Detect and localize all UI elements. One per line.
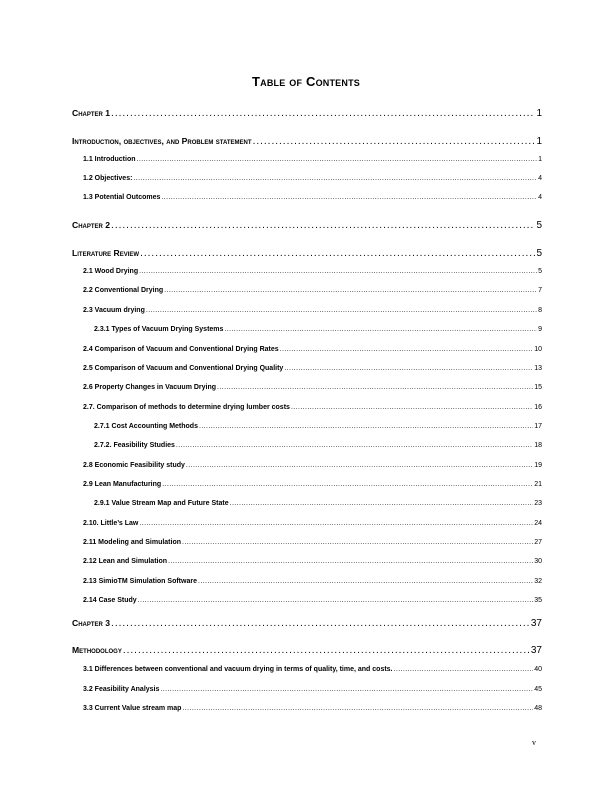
toc-entry-label: 2.14 Case Study — [83, 597, 137, 604]
toc-entry-page: 5 — [538, 268, 542, 275]
toc-entry-label: 1.2 Objectives: — [83, 175, 133, 182]
toc-entry-label: 3.2 Feasibility Analysis — [83, 686, 160, 693]
toc-entry-page: 5 — [536, 248, 542, 259]
toc-entry-2-4[interactable] — [83, 346, 542, 353]
toc-entry-2-7-2[interactable] — [94, 442, 542, 449]
toc-entry-page: 1 — [538, 156, 542, 163]
toc-entry-chapter-2[interactable] — [72, 220, 542, 231]
dot-leader — [133, 175, 537, 182]
toc-entry-label: 2.8 Economic Feasibility study — [83, 462, 185, 469]
toc-entry-2-3-1[interactable] — [94, 326, 542, 333]
toc-entry-page: 13 — [534, 365, 542, 372]
toc-entry-2-6[interactable] — [83, 384, 542, 391]
toc-entry-page: 7 — [538, 287, 542, 294]
toc-entry-page: 16 — [534, 404, 542, 411]
toc-entry-page: 1 — [536, 108, 542, 119]
toc-entry-chapter-1[interactable] — [72, 108, 542, 119]
toc-entry-page: 4 — [538, 175, 542, 182]
toc-entry-label: 2.7.2. Feasibility Studies — [94, 442, 175, 449]
dot-leader — [139, 520, 533, 527]
toc-entry-methodology[interactable] — [72, 645, 542, 656]
toc-entry-label: Chapter 1 — [72, 108, 111, 118]
toc-entry-label: 2.1 Wood Drying — [83, 268, 139, 275]
toc-entry-page: 5 — [536, 220, 542, 231]
toc-entry-introduction-objectives[interactable] — [72, 136, 542, 147]
toc-entry-label: 2.6 Property Changes in Vacuum Drying — [83, 384, 217, 391]
dot-leader — [280, 346, 534, 353]
toc-entry-label: 1.3 Potential Outcomes — [83, 194, 161, 201]
dot-leader — [111, 220, 535, 231]
toc-entry-page: 32 — [534, 578, 542, 585]
toc-entry-page: 37 — [530, 645, 542, 656]
toc-entry-page: 35 — [534, 597, 542, 604]
dot-leader — [138, 597, 534, 604]
toc-entry-label: Methodology — [72, 645, 122, 655]
toc-entry-label: Chapter 3 — [72, 618, 111, 628]
toc-entry-page: 48 — [534, 705, 542, 712]
toc-entry-2-2[interactable] — [83, 287, 542, 294]
toc-entry-page: 4 — [538, 194, 542, 201]
dot-leader — [161, 194, 537, 201]
toc-entry-label: 3.1 Differences between conventional and vacuum drying in terms of quality, time, and costs. — [83, 666, 393, 673]
toc-entry-page: 19 — [534, 462, 542, 469]
toc-entry-page: 30 — [534, 558, 542, 565]
toc-entry-label: 2.12 Lean and Simulation — [83, 558, 168, 565]
toc-entry-label: 2.3.1 Types of Vacuum Drying Systems — [94, 326, 224, 333]
dot-leader — [217, 384, 533, 391]
toc-entry-2-7-1[interactable] — [94, 423, 542, 430]
toc-entry-2-12[interactable] — [83, 558, 542, 565]
toc-entry-2-10[interactable] — [83, 520, 542, 527]
dot-leader — [182, 705, 533, 712]
toc-entry-3-2[interactable] — [83, 686, 542, 693]
toc-entry-label: 2.3 Vacuum drying — [83, 307, 145, 314]
toc-entry-page: 27 — [534, 539, 542, 546]
toc-entry-2-13[interactable] — [83, 578, 542, 585]
dot-leader — [291, 404, 533, 411]
toc-entry-page: 8 — [538, 307, 542, 314]
dot-leader — [224, 326, 537, 333]
dot-leader — [284, 365, 533, 372]
dot-leader — [186, 462, 533, 469]
dot-leader — [139, 268, 537, 275]
toc-entry-label: Introduction, objectives, and Problem statement — [72, 136, 252, 146]
toc-entry-2-3[interactable] — [83, 307, 542, 314]
dot-leader — [176, 442, 533, 449]
toc-entry-label: 2.5 Comparison of Vacuum and Conventional Drying Quality — [83, 365, 284, 372]
toc-entry-label: Chapter 2 — [72, 220, 111, 230]
toc-entry-label: 2.13 SimioTM Simulation Software — [83, 578, 197, 585]
toc-entry-2-5[interactable] — [83, 365, 542, 372]
toc-entry-label: 2.4 Comparison of Vacuum and Conventional Drying Rates — [83, 346, 279, 353]
dot-leader — [164, 287, 537, 294]
dot-leader — [111, 618, 530, 629]
toc-entry-label: 2.7.1 Cost Accounting Methods — [94, 423, 198, 430]
toc-entry-2-9-1[interactable] — [94, 500, 542, 507]
toc-entry-2-1[interactable] — [83, 268, 542, 275]
toc-entry-page: 37 — [530, 618, 542, 629]
toc-entry-page: 9 — [538, 326, 542, 333]
toc-entry-2-14[interactable] — [83, 597, 542, 604]
toc-entry-page: 17 — [534, 423, 542, 430]
toc-entry-3-3[interactable] — [83, 705, 542, 712]
toc-entry-1-3[interactable] — [83, 194, 542, 201]
dot-leader — [146, 307, 537, 314]
toc-entry-label: Literature Review — [72, 248, 140, 258]
page-title: Table of Contents — [252, 74, 360, 89]
toc-entry-page: 18 — [534, 442, 542, 449]
dot-leader — [140, 248, 535, 259]
toc-entry-page: 10 — [534, 346, 542, 353]
toc-entry-1-1[interactable] — [83, 156, 542, 163]
toc-entry-2-9[interactable] — [83, 481, 542, 488]
dot-leader — [182, 539, 533, 546]
dot-leader — [111, 108, 535, 119]
toc-entry-label: 2.9 Lean Manufacturing — [83, 481, 162, 488]
toc-entry-label: 2.7. Comparison of methods to determine drying lumber costs — [83, 404, 290, 411]
toc-entry-label: 2.10. Little’s Law — [83, 520, 139, 527]
toc-entry-literature-review[interactable] — [72, 248, 542, 259]
dot-leader — [394, 666, 534, 673]
toc-entry-2-11[interactable] — [83, 539, 542, 546]
dot-leader — [198, 578, 533, 585]
toc-entry-page: 1 — [536, 136, 542, 147]
toc-entry-page: 45 — [534, 686, 542, 693]
toc-entry-1-2[interactable] — [83, 175, 542, 182]
dot-leader — [168, 558, 533, 565]
dot-leader — [137, 156, 538, 163]
dot-leader — [253, 136, 536, 147]
toc-entry-chapter-3[interactable] — [72, 618, 542, 629]
toc-entry-page: 40 — [534, 666, 542, 673]
dot-leader — [162, 481, 533, 488]
toc-entry-label: 2.9.1 Value Stream Map and Future State — [94, 500, 229, 507]
dot-leader — [123, 645, 530, 656]
page-number: v — [532, 738, 536, 747]
dot-leader — [160, 686, 533, 693]
toc-entry-label: 1.1 Introduction — [83, 156, 136, 163]
toc-entry-page: 21 — [534, 481, 542, 488]
toc-entry-page: 15 — [534, 384, 542, 391]
toc-entry-label: 2.11 Modeling and Simulation — [83, 539, 182, 546]
toc-entry-2-7[interactable] — [83, 404, 542, 411]
dot-leader — [199, 423, 533, 430]
toc-entry-page: 23 — [534, 500, 542, 507]
toc-entry-label: 2.2 Conventional Drying — [83, 287, 164, 294]
toc-entry-3-1[interactable] — [83, 666, 542, 673]
toc-entry-label: 3.3 Current Value stream map — [83, 705, 182, 712]
dot-leader — [230, 500, 534, 507]
toc-entry-page: 24 — [534, 520, 542, 527]
toc-entry-2-8[interactable] — [83, 462, 542, 469]
